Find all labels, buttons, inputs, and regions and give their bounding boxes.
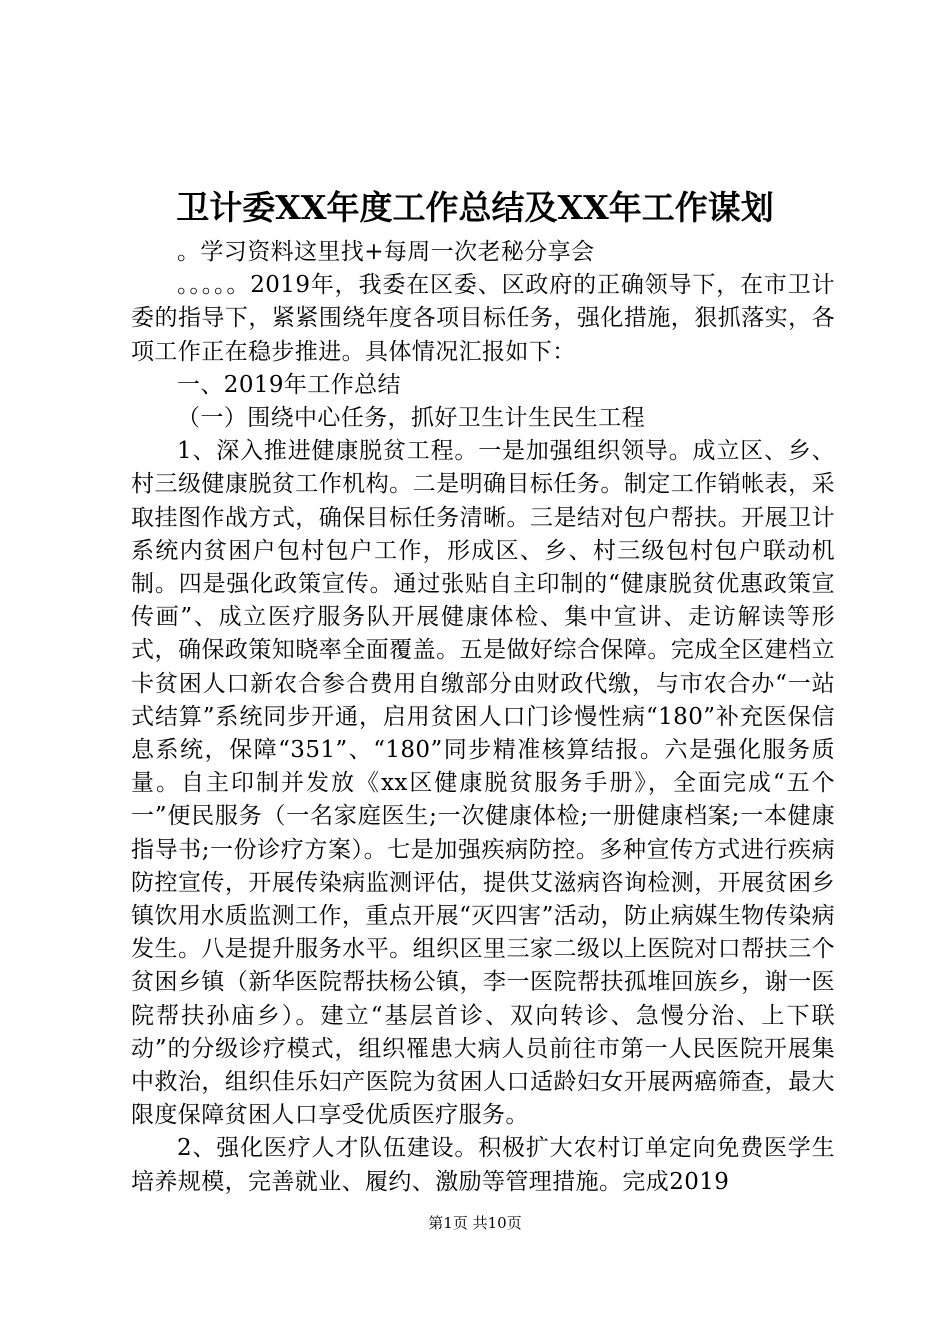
- paragraph-item-1: 1、深入推进健康脱贫工程。一是加强组织领导。成立区、乡、村三级健康脱贫工作机构。二是明确目标任务。制定工作销帐表，采取挂图作战方式，确保目标任务清晰。三是结对包户帮扶。开展卫计系统内贫困户包村包户工作，形成区、乡、村三级包村包户联动机制。四是强化政策宣传。通过张贴自主印制的“健康脱贫优惠政策宣传画”、成立医疗服务队开展健康体检、集中宣讲、走访解读等形式，确保政策知晓率全面覆盖。五是做好综合保障。完成全区建档立卡贫困人口新农合参合费用自缴部分由财政代缴，与市农合办“一站式结算”系统同步开通，启用贫困人口门诊慢性病“180”补充医保信息系统，保障“351”、“180”同步精准核算结报。六是强化服务质量。自主印制并发放《xx区健康脱贫服务手册》，全面完成“五个一”便民服务（一名家庭医生;一次健康体检;一册健康档案;一本健康指导书;一份诊疗方案）。七是加强疾病防控。多种宣传方式进行疾病防控宣传，开展传染病监测评估，提供艾滋病咨询检测，开展贫困乡镇饮用水质监测工作，重点开展“灭四害”活动，防止病媒生物传染病发生。八是提升服务水平。组织区里三家二级以上医院对口帮扶三个贫困乡镇（新华医院帮扶杨公镇，李一医院帮扶孤堆回族乡，谢一医院帮扶孙庙乡）。建立“基层首诊、双向转诊、急慢分治、上下联动”的分级诊疗模式，组织罹患大病人员前往市第一人民医院开展集中救治，组织佳乐妇产医院为贫困人口适龄妇女开展两癌筛查，最大限度保障贫困人口享受优质医疗服务。: [131, 438, 835, 1129]
- subsection-heading: （一）围绕中心任务，抓好卫生计生民生工程: [177, 405, 645, 432]
- page-number: 第1页 共10页: [428, 1214, 522, 1232]
- paragraph-note: 。学习资料这里找+每周一次老秘分享会: [177, 239, 595, 265]
- paragraph-intro: 。。。。。2019年，我委在区委、区政府的正确领导下，在市卫计委的指导下，紧紧围绕年度各项目标任务，强化措施，狠抓落实，各项工作正在稳步推进。具体情况汇报如下：: [131, 272, 835, 365]
- paragraph-item-2: 2、强化医疗人才队伍建设。积极扩大农村订单定向免费医学生培养规模，完善就业、履约、激励等管理措施。完成2019: [131, 1135, 835, 1195]
- document-body: [131, 236, 835, 1199]
- document-title: 卫计委XX年度工作总结及XX年工作谋划: [176, 188, 774, 227]
- section-heading: 一、2019年工作总结: [177, 371, 401, 398]
